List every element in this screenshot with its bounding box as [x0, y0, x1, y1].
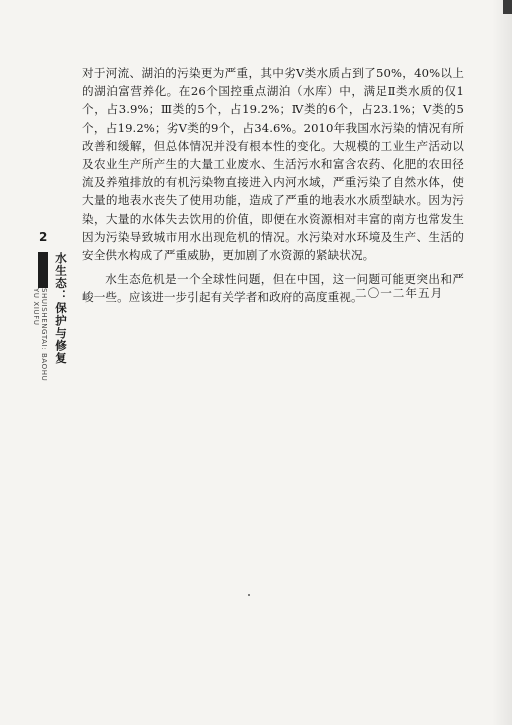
- page-edge-shadow: [492, 0, 512, 725]
- scan-speck: [248, 594, 250, 596]
- side-tab-bar: [38, 252, 48, 288]
- book-title-pinyin: SHUISHENGTAI: BAOHU YU XIUFU: [32, 288, 48, 382]
- side-running-header: [32, 230, 71, 390]
- corner-mark: [503, 0, 512, 14]
- body-text: [82, 64, 464, 307]
- paragraph-2: 水生态危机是一个全球性问题，但在中国，这一问题可能更突出和严峻一些。应该进一步引起有关学者和政府的高度重视。: [82, 272, 464, 305]
- page-number: 2: [39, 230, 48, 244]
- date-line: 二〇一二年五月: [355, 286, 444, 300]
- book-title: 水生态：保护与修复: [54, 252, 68, 365]
- paragraph-1: 对于河流、湖泊的污染更为严重，其中劣Ⅴ类水质占到了50%，40%以上的湖泊富营养化。在26个国控重点湖泊（水库）中，满足Ⅱ类水质的仅1个，占3.9%；Ⅲ类的5个，占19.2%；Ⅳ类的6个，占23.1%；Ⅴ类的5个，占19.2%；劣Ⅴ类的9个，占34.6%。2010年我国水污染的情况有所改善和缓解，但总体情况并没有根本性的变化。大规模的工业生产活动以及农业生产所产生的大量工业废水、生活污水和富含农药、化肥的农田径流及养殖排放的有机污染物直接进入内河水域，严重污染了自然水体，使大量的地表水丧失了使用功能，造成了严重的地表水水质型缺水。因为污染，大量的水体失去饮用的价值，即便在水资源相对丰富的南方也常发生因为污染导致城市用水出现危机的情况。水污染对水环境及生产、生活的安全供水构成了严重威胁，更加剧了水资源的紧缺状况。: [82, 66, 464, 263]
